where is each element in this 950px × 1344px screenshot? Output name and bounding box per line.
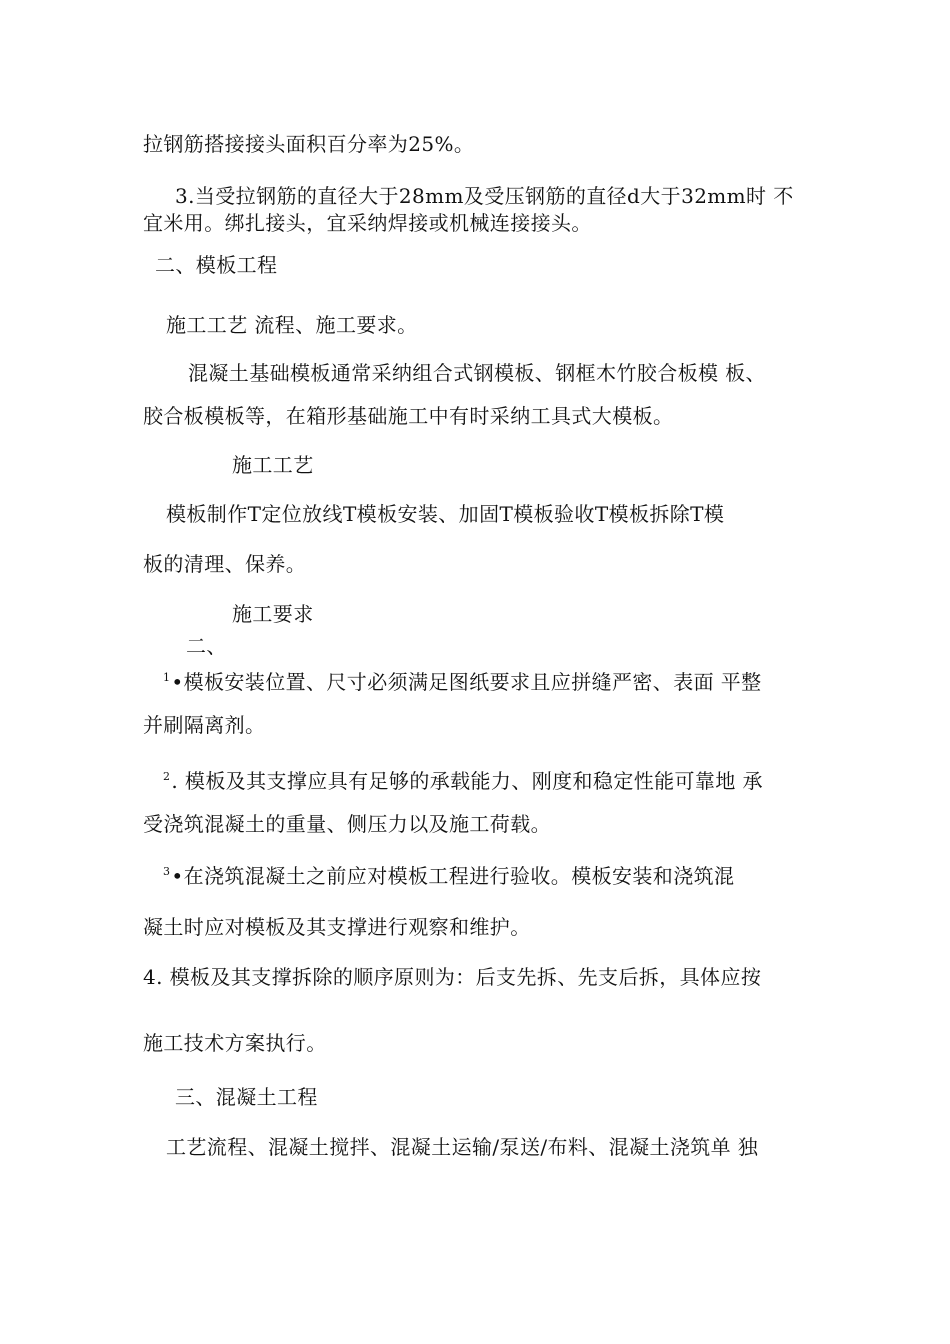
text-line-22: 工艺流程、混凝土搅拌、混凝土运输/泵送/布料、混凝土浇筑单 独: [166, 1135, 759, 1159]
list-item-2: [163, 768, 763, 794]
text-line-3: 宜米用。绑扎接头，宜采纳焊接或机械连接接头。: [143, 211, 592, 235]
list-item-4: 4. 模板及其支撑拆除的顺序原则为：后支先拆、先支后拆，具体应按: [143, 965, 762, 989]
section-heading-formwork: 二、模板工程: [155, 253, 278, 277]
text-line-10: 板的清理、保养。: [143, 552, 307, 576]
text-line-6: 混凝土基础模板通常采纳组合式钢模板、钢框木竹胶合板模 板、: [188, 361, 766, 385]
text-line-9: 模板制作T定位放线T模板安装、加固T模板验收T模板拆除T模: [166, 502, 725, 526]
list-marker-1: 1: [163, 671, 171, 685]
text-line-20: 施工技术方案执行。: [143, 1031, 327, 1055]
text-line-7: 胶合板模板等，在箱形基础施工中有时采纳工具式大模板。: [143, 404, 674, 428]
list-item-1: [163, 669, 762, 695]
text-line-16: 受浇筑混凝土的重量、侧压力以及施工荷载。: [143, 812, 551, 836]
list-marker-2: 2: [163, 770, 171, 784]
text-line-2: 3.当受拉钢筋的直径大于28mm及受压钢筋的直径d大于32mm时 不: [175, 184, 794, 208]
text-line-14: 并刷隔离剂。: [143, 713, 266, 737]
list-item-1-text: •模板安装位置、尺寸必须满足图纸要求且应拼缝严密、表面 平整: [171, 670, 762, 694]
text-line-1: 拉钢筋搭接接头面积百分率为25%。: [143, 132, 475, 156]
list-item-2-text: . 模板及其支撑应具有足够的承载能力、刚度和稳定性能可靠地 承: [171, 769, 763, 793]
text-line-5: 施工工艺 流程、施工要求。: [166, 313, 418, 337]
text-line-12: 二、: [186, 634, 227, 658]
list-item-3-text: •在浇筑混凝土之前应对模板工程进行验收。模板安装和浇筑混: [171, 864, 735, 888]
sub-heading-process: 施工工艺: [232, 453, 314, 477]
text-line-18: 凝土时应对模板及其支撑进行观察和维护。: [143, 915, 531, 939]
list-item-3: [163, 863, 734, 889]
list-marker-3: 3: [163, 865, 171, 879]
section-heading-concrete: 三、混凝土工程: [175, 1085, 318, 1109]
sub-heading-requirements: 施工要求: [232, 602, 314, 626]
